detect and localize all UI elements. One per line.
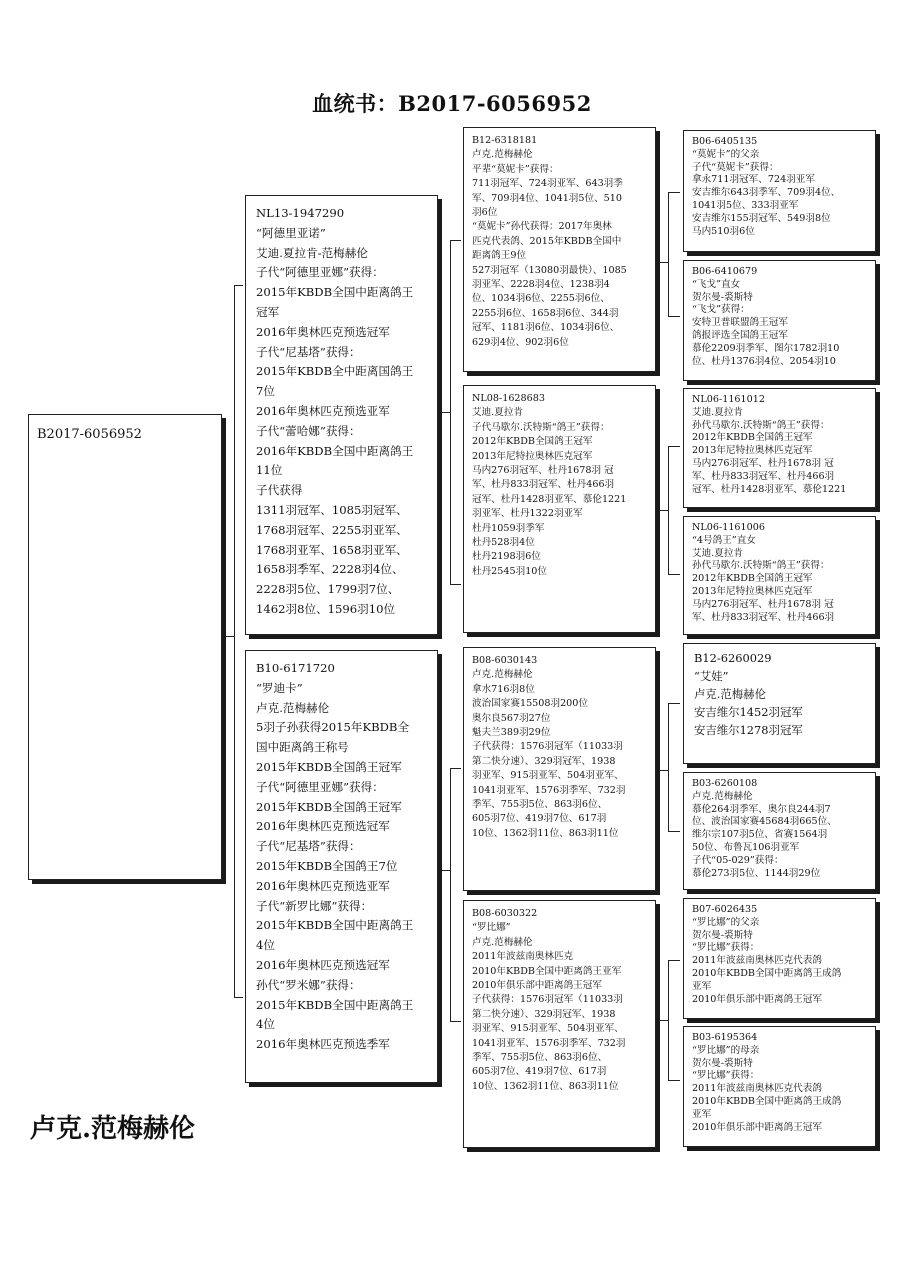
pedigree-text-line: 羽亚军、915羽亚军、504羽亚军、 — [472, 1023, 624, 1035]
connector — [668, 574, 680, 575]
dam-dam-card — [463, 900, 656, 1148]
pedigree-text-line: 1311羽冠军、1085羽冠军、 — [256, 502, 408, 517]
pedigree-text-line: B06-6410679 — [692, 266, 758, 277]
pedigree-text-line: 2015年KBDB全国鸽王冠军 — [256, 799, 402, 814]
connector — [234, 285, 235, 998]
pedigree-text-line: 5羽子孙获得2015年KBDB全 — [256, 720, 410, 735]
pedigree-text-line: 贺尔曼-裘斯特 — [692, 1057, 753, 1069]
pedigree-text-line: 羽亚军、2228羽4位、1238羽4 — [472, 279, 610, 291]
pedigree-text-line: 羽亚军、杜丹1322羽亚军 — [472, 508, 583, 520]
pedigree-text-line: 2016年奥林匹克预选冠军 — [256, 819, 390, 834]
pedigree-text-line: 位、杜丹1376羽4位、2054羽10 — [692, 355, 836, 367]
pedigree-text-line: 距离鸽王9位 — [472, 250, 527, 262]
pedigree-text-line: “艾娃” — [694, 669, 729, 683]
connector — [450, 1021, 461, 1022]
pedigree-text-line: 1658羽季军、2228羽4位、 — [256, 562, 404, 577]
pedigree-text-line: B07-6026435 — [692, 904, 758, 915]
pedigree-text-line: “罗比娜”的母亲 — [692, 1044, 760, 1056]
pedigree-text-line: 2010年KBDB全国中距离鸽王成鸽 — [692, 967, 842, 979]
pedigree-text-line: 2015年KBDB全国中距离鸽王 — [256, 997, 414, 1012]
pedigree-text-line: 1041羽亚军、1576羽季军、732羽 — [472, 784, 626, 796]
pedigree-text-line: 慕伦2209羽季军、图尔1782羽10 — [692, 342, 840, 354]
connector — [438, 412, 450, 413]
sire-sire-sire-card — [683, 130, 876, 252]
pedigree-text-line: 艾迪.夏拉肯-范梅赫伦 — [256, 245, 368, 260]
dam-sire-sire-card — [683, 643, 876, 764]
pedigree-text-line: 冠军、杜丹1428羽亚军、慕伦1221 — [692, 483, 847, 495]
connector — [668, 192, 669, 317]
pedigree-text-line: 2010年KBDB全国中距离鸽王亚军 — [472, 965, 622, 977]
pedigree-text-line: 军、杜丹833羽冠军、杜丹466羽 — [692, 470, 835, 482]
pedigree-text-line: 子代“尼基塔”获得： — [256, 839, 361, 854]
sire-dam-sire-card — [683, 388, 876, 508]
pedigree-text-line: “莫妮卡”的父亲 — [692, 148, 760, 160]
pedigree-text-line: 杜丹2545羽10位 — [472, 565, 547, 577]
connector — [656, 770, 668, 771]
connector — [450, 768, 461, 769]
pedigree-text-line: 11位 — [256, 463, 283, 478]
pedigree-text-line: 2011年波兹南奥林匹克 — [472, 951, 574, 963]
connector — [668, 192, 680, 193]
pedigree-text-line: 鸽报评选全国鸽王冠军 — [692, 329, 788, 341]
connector — [450, 240, 461, 241]
connector — [450, 768, 451, 1022]
pedigree-text-line: 慕伦264羽季军、奥尔良244羽7 — [692, 803, 831, 815]
pedigree-text-line: 孙代马歇尔.沃特斯“鸽王”获得： — [692, 560, 830, 572]
pedigree-text-line: 2228羽5位、1799羽7位、 — [256, 582, 400, 597]
pedigree-text-line: “阿德里亚诺” — [256, 225, 326, 240]
connector — [668, 1080, 680, 1081]
pedigree-text-line: 军、杜丹833羽冠军、杜丹466羽 — [472, 479, 615, 491]
pedigree-text-line: 匹克代表鸽、2015年KBDB全国中 — [472, 235, 622, 247]
pedigree-text-line: 卢克.范梅赫伦 — [472, 936, 533, 948]
pedigree-text-line: 子代马歇尔.沃特斯“鸽王”获得： — [472, 421, 610, 433]
pedigree-text-line: 子代“尼基塔”获得： — [256, 344, 361, 359]
connector — [668, 703, 680, 704]
pedigree-text-line: 亚军 — [692, 1108, 712, 1120]
pedigree-text-line: 马内276羽冠军、杜丹1678羽 冠 — [692, 457, 834, 469]
pedigree-text-line: 2015年KBDB全国中距离鸽王 — [256, 918, 414, 933]
pedigree-text-line: 2013年尼特拉奥林匹克冠军 — [692, 445, 813, 457]
pedigree-text-line: 605羽7位、419羽7位、617羽 — [472, 813, 607, 825]
pedigree-text-line: 卢克.范梅赫伦 — [472, 669, 533, 681]
pedigree-text-line: 2015年KBDB全国中距离鸽王 — [256, 285, 414, 300]
pedigree-text-line: 527羽冠军（13080羽最快）、1085 — [472, 264, 627, 276]
pedigree-text-line: “4号鸽王”直女 — [692, 534, 756, 546]
pedigree-text-line: 艾迪.夏拉肯 — [472, 407, 524, 419]
pedigree-text-line: 冠军、1181羽6位、1034羽6位、 — [472, 322, 620, 334]
pedigree-text-line: 2012年KBDB全国鸽王冠军 — [472, 436, 593, 448]
pedigree-text-line: 2016年KBDB全国中距离鸽王 — [256, 443, 414, 458]
pedigree-text-line: B10-6171720 — [256, 661, 335, 675]
pedigree-text-line: 1041羽亚军、1576羽季军、732羽 — [472, 1037, 626, 1049]
pedigree-text-line: 2016年奥林匹克预选亚军 — [256, 403, 390, 418]
pedigree-text-line: 2015年KBDB全中距离国鸽王 — [256, 364, 414, 379]
pedigree-text-line: 4位 — [256, 1017, 275, 1032]
connector — [668, 703, 669, 832]
pedigree-text-line: 2016年奥林匹克预选冠军 — [256, 957, 390, 972]
page-title: 血统书：B2017-6056952 — [312, 91, 592, 116]
pedigree-text-line: 军、709羽4位、1041羽5位、510 — [472, 192, 622, 204]
pedigree-text-line: 2255羽6位、1658羽6位、344羽 — [472, 307, 619, 319]
pedigree-text-line: 1768羽冠军、2255羽亚军、 — [256, 522, 408, 537]
pedigree-text-line: 2011年波兹南奥林匹克代表鸽 — [692, 955, 822, 967]
pedigree-text-line: 50位、布鲁瓦106羽亚军 — [692, 841, 800, 853]
pedigree-text-line: 季军、755羽5位、863羽6位、 — [472, 799, 608, 811]
dam-dam-sire-card — [683, 898, 876, 1019]
pedigree-text-line: 安吉维尔1278羽冠军 — [694, 723, 803, 737]
pedigree-text-line: 冠军、杜丹1428羽亚军、慕伦1221 — [472, 493, 627, 505]
pedigree-text-line: 1768羽亚军、1658羽亚军、 — [256, 542, 408, 557]
pedigree-text-line: 卢克.范梅赫伦 — [692, 790, 753, 802]
pedigree-text-line: 羽6位 — [472, 207, 498, 219]
pedigree-text-line: B03-6260108 — [692, 778, 758, 789]
pedigree-text-line: 子代“蕾哈娜”获得： — [256, 423, 361, 438]
connector — [668, 960, 669, 1081]
pedigree-text-line: 子代“莫妮卡”获得： — [692, 161, 779, 173]
pedigree-text-line: “罗比娜”获得： — [692, 1070, 760, 1082]
pedigree-text-line: B2017-6056952 — [37, 427, 142, 442]
pedigree-text-line: 4位 — [256, 938, 275, 953]
pedigree-text-line: 卢克.范梅赫伦 — [256, 700, 330, 715]
pedigree-text-line: 杜丹528羽4位 — [472, 537, 535, 549]
connector — [668, 831, 680, 832]
pedigree-text-line: 第二快分速）、329羽冠军、1938 — [472, 755, 616, 767]
pedigree-text-line: 子代获得：1576羽冠军（11033羽 — [472, 994, 623, 1006]
pedigree-text-line: 子代“阿德里亚娜”获得： — [256, 779, 384, 794]
dam-sire-card — [463, 647, 656, 891]
pedigree-text-line: 子代“阿德里亚娜”获得： — [256, 265, 384, 280]
pedigree-text-line: 位、波治国家赛45684羽665位、 — [692, 816, 837, 828]
pedigree-text-line: 711羽冠军、724羽亚军、643羽季 — [472, 178, 623, 190]
pedigree-text-line: 拿永711羽冠军、724羽亚军 — [692, 174, 815, 186]
connector — [656, 262, 668, 263]
pedigree-text-line: B08-6030322 — [472, 908, 538, 919]
connector — [668, 316, 680, 317]
pedigree-text-line: 605羽7位、419羽7位、617羽 — [472, 1066, 607, 1078]
pedigree-text-line: B06-6405135 — [692, 136, 758, 147]
dam-sire-dam-card — [683, 772, 876, 890]
pedigree-text-line: 2012年KBDB全国鸽王冠军 — [692, 432, 813, 444]
pedigree-text-line: 7位 — [256, 384, 275, 399]
connector — [668, 960, 680, 961]
pedigree-text-line: 贺尔曼-裘斯特 — [692, 929, 753, 941]
pedigree-text-line: 2015年KBDB全国鸽王冠军 — [256, 759, 402, 774]
breeder-name: 卢克.范梅赫伦 — [30, 1114, 196, 1144]
pedigree-text-line: “罗迪卡” — [256, 680, 303, 695]
pedigree-text-line: 平辈“莫妮卡”获得： — [472, 163, 559, 175]
pedigree-text-line: 位、1034羽6位、2255羽6位、 — [472, 293, 610, 305]
pedigree-text-line: 马内276羽冠军、杜丹1678羽 冠 — [472, 465, 614, 477]
pedigree-text-line: B12-6260029 — [694, 651, 772, 665]
connector — [450, 240, 451, 585]
pedigree-text-line: 贺尔曼-裘斯特 — [692, 291, 753, 303]
pedigree-text-line: 1041羽5位、333羽亚军 — [692, 199, 799, 211]
pedigree-text-line: 2013年尼特拉奥林匹克冠军 — [692, 585, 813, 597]
pedigree-text-line: 子代“新罗比娜”获得： — [256, 898, 373, 913]
pedigree-text-line: 10位、1362羽11位、863羽11位 — [472, 827, 619, 839]
pedigree-text-line: “莫妮卡”孙代获得：2017年奥林 — [472, 221, 612, 233]
pedigree-text-line: 冠军 — [256, 304, 280, 319]
sire-card — [245, 195, 438, 635]
connector — [234, 285, 243, 286]
pedigree-text-line: “飞戈”获得： — [692, 304, 750, 316]
pedigree-text-line: 2010年俱乐部中距离鸽王冠军 — [692, 993, 822, 1005]
pedigree-text-line: NL06-1161006 — [692, 522, 765, 533]
pedigree-text-line: 子代“05-029”获得： — [692, 854, 784, 866]
pedigree-text-line: 2010年俱乐部中距离鸽王冠军 — [692, 1121, 822, 1133]
pedigree-text-line: 杜丹1059羽季军 — [472, 522, 545, 534]
pedigree-text-line: 奥尔良567羽27位 — [472, 712, 551, 724]
pedigree-text-line: 季军、755羽5位、863羽6位、 — [472, 1052, 608, 1064]
pedigree-text-line: 马内510羽6位 — [692, 225, 755, 237]
pedigree-text-line: B03-6195364 — [692, 1032, 758, 1043]
subject-pigeon-card — [28, 414, 222, 880]
pedigree-text-line: 1462羽8位、1596羽10位 — [256, 601, 396, 616]
sire-dam-dam-card — [683, 516, 876, 635]
pedigree-text-line: NL06-1161012 — [692, 394, 765, 405]
connector — [656, 1020, 668, 1021]
pedigree-text-line: 孙代“罗米娜”获得： — [256, 977, 361, 992]
pedigree-text-line: 国中距离鸽王称号 — [256, 740, 349, 755]
pedigree-text-line: 羽亚军、915羽亚军、504羽亚军、 — [472, 770, 624, 782]
pedigree-text-line: 2013年尼特拉奥林匹克冠军 — [472, 450, 593, 462]
pedigree-text-line: 10位、1362羽11位、863羽11位 — [472, 1080, 619, 1092]
pedigree-text-line: 2012年KBDB全国鸽王冠军 — [692, 573, 813, 585]
pedigree-text-line: 安特卫普联盟鸽王冠军 — [692, 317, 788, 329]
pedigree-text-line: 军、杜丹833羽冠军、杜丹466羽 — [692, 611, 835, 623]
sire-sire-dam-card — [683, 260, 876, 381]
connector — [668, 446, 669, 575]
sire-dam-card — [463, 385, 656, 633]
pedigree-text-line: 2010年俱乐部中距离鸽王冠军 — [472, 980, 602, 992]
pedigree-text-line: 2016年奥林匹克预选亚军 — [256, 878, 390, 893]
pedigree-text-line: 2011年波兹南奥林匹克代表鸽 — [692, 1083, 822, 1095]
pedigree-text-line: 2010年KBDB全国中距离鸽王成鸽 — [692, 1095, 842, 1107]
pedigree-text-line: NL08-1628683 — [472, 393, 545, 404]
pedigree-text-line: “罗比娜”获得： — [692, 942, 760, 954]
pedigree-text-line: 2016年奥林匹克预选冠军 — [256, 324, 390, 339]
connector — [234, 997, 243, 998]
pedigree-text-line: 安吉维尔1452羽冠军 — [694, 705, 803, 719]
connector — [438, 870, 450, 871]
sire-sire-card — [463, 127, 656, 372]
pedigree-text-line: B12-6318181 — [472, 135, 538, 146]
pedigree-text-line: 波治国家赛15508羽200位 — [472, 698, 588, 710]
pedigree-text-line: “飞戈”直女 — [692, 278, 741, 290]
pedigree-text-line: 魁夫兰389羽29位 — [472, 727, 551, 739]
pedigree-text-line: 第二快分速）、329羽冠军、1938 — [472, 1008, 616, 1020]
pedigree-text-line: NL13-1947290 — [256, 206, 345, 220]
pedigree-text-line: 艾迪.夏拉肯 — [692, 547, 744, 559]
pedigree-text-line: 子代获得：1576羽冠军（11033羽 — [472, 741, 623, 753]
pedigree-text-line: 2016年奥林匹克预选季军 — [256, 1037, 390, 1052]
dam-card — [245, 650, 438, 1083]
connector — [656, 510, 668, 511]
pedigree-text-line: 安吉维尔643羽季军、709羽4位、 — [692, 187, 841, 199]
pedigree-text-line: B08-6030143 — [472, 655, 538, 666]
pedigree-text-line: 杜丹2198羽6位 — [472, 551, 541, 563]
pedigree-text-line: 2015年KBDB全国鸽王7位 — [256, 858, 398, 873]
pedigree-text-line: 维尔宗107羽5位、省赛1564羽 — [692, 829, 828, 841]
pedigree-text-line: 慕伦273羽5位、1144羽29位 — [692, 867, 821, 879]
dam-dam-dam-card — [683, 1026, 876, 1147]
pedigree-text-line: 安吉维尔155羽冠军、549羽8位 — [692, 212, 831, 224]
pedigree-text-line: 子代获得 — [256, 483, 303, 498]
pedigree-text-line: 艾迪.夏拉肯 — [692, 406, 744, 418]
pedigree-text-line: 孙代马歇尔.沃特斯“鸽王”获得： — [692, 419, 830, 431]
connector — [668, 446, 680, 447]
pedigree-text-line: “罗比娜” — [472, 922, 511, 934]
connector — [450, 584, 461, 585]
pedigree-text-line: 马内276羽冠军、杜丹1678羽 冠 — [692, 598, 834, 610]
pedigree-text-line: 亚军 — [692, 980, 712, 992]
pedigree-text-line: 629羽4位、902羽6位 — [472, 336, 569, 348]
pedigree-text-line: 卢克.范梅赫伦 — [472, 149, 533, 161]
pedigree-text-line: 卢克.范梅赫伦 — [694, 687, 766, 701]
pedigree-text-line: “罗比娜”的父亲 — [692, 916, 760, 928]
pedigree-text-line: 拿水716羽8位 — [472, 683, 535, 695]
